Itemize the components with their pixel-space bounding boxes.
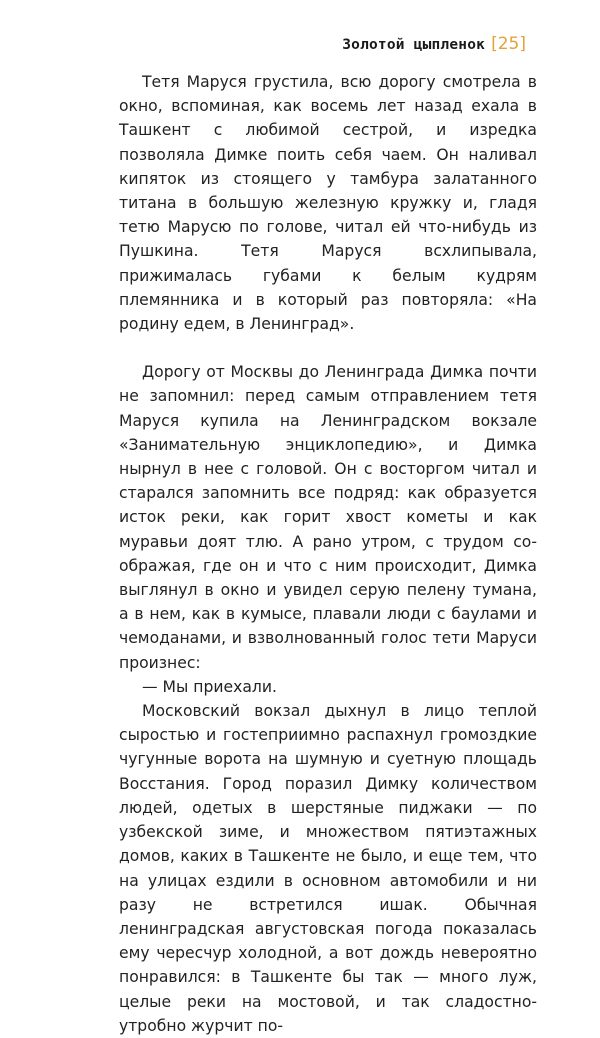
paragraph-1: Тетя Маруся грустила, всю дорогу смотрела в окно, вспоминая, как восемь лет назад ехала в Ташкент с любимой сестрой, и изредка позволяла Димке поить себя чаем. Он наливал кипяток из стоящего у тамбура залатанного титана в большую железную кружку и, гладя тетю Марусю по голове, читал ей что-нибудь из Пушкина. Тетя Маруся всхлипывала, прижималась губами к белым кудрям племянника и в который раз повторяла: «На родину едем, в Ленинград». [119,73,537,334]
page-number: [25] [491,34,526,54]
header-title: Золотой цыпленок [342,37,486,53]
running-header [342,34,526,54]
paragraph-dialogue: — Мы приехали. [142,677,277,696]
paragraph-2: Дорогу от Москвы до Ленинграда Димка почти не запомнил: перед самым отправлением тетя Маруся купила на Ленинградском вокзале «Занимательную энциклопедию», и Димка нырнул в нее с головой. Он с восторгом читал и старался запомнить все подряд: как образуется исток реки, как горит хвост кометы и как муравьи доят тлю. А рано утром, с трудом соображая, где он и что с ним происходит, Димка выглянул в окно и увидел серую пелену тумана, а в нем, как в кумысе, плавали люди с баулами и чемоданами, и взволнованный голос тети Маруси произнес: [119,363,537,672]
body-text [119,70,537,1038]
paragraph-3: Московский вокзал дыхнул в лицо теплой сыростью и гостеприимно распахнул громоздкие чугунные ворота на шумную и суетную площадь Восстания. Город поразил Димку количеством людей, одетых в шерстяные пиджаки — по узбекской зиме, и множеством пятиэтажных домов, каких в Ташкенте не было, и еще тем, что на улицах ездили в основном автомобили и ни разу не встретился ишак. Обычная ленинградская августовская погода показалась ему чересчур холодной, а вот дождь невероятно понравился: в Ташкенте бы так — много луж, целые реки на мостовой, и так сладостно-утробно журчит по- [119,702,537,1035]
